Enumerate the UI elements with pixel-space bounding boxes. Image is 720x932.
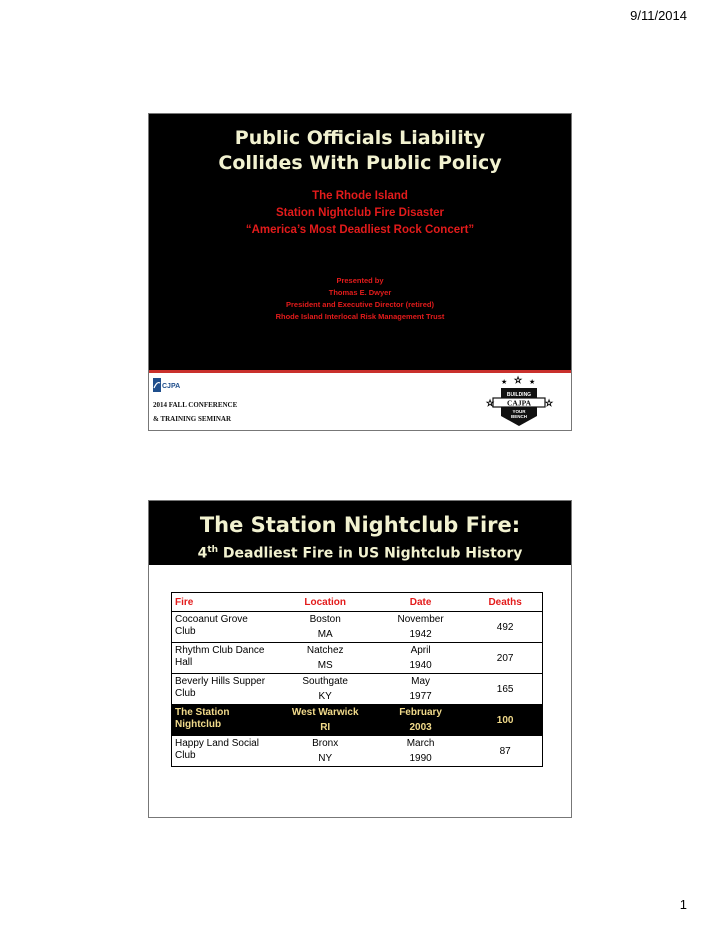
slide-1-title: [149, 126, 571, 176]
cell-fire: Happy Land Social Club: [172, 736, 278, 767]
conference-line-1: 2014 FALL CONFERENCE: [153, 401, 238, 409]
cjpa-logo-icon: [153, 378, 181, 392]
subtitle-rank: 4: [197, 545, 208, 562]
slide-1-subtitle: [149, 188, 571, 239]
conference-label: [153, 398, 237, 426]
cell-deaths: 87: [468, 736, 542, 767]
title-line-1: Public Officials Liability: [234, 127, 486, 149]
cell-deaths: 100: [468, 705, 542, 736]
presented-by: Presented by: [336, 276, 384, 285]
slide-2-header: [149, 501, 571, 565]
svg-text:★: ★: [501, 379, 508, 386]
table-row: [172, 612, 543, 643]
svg-text:CAJPA: CAJPA: [506, 398, 532, 408]
cell-location: West Warwick RI: [278, 705, 373, 736]
cell-fire: Rhythm Club Dance Hall: [172, 643, 278, 674]
table-row: [172, 736, 543, 767]
svg-text:☆: ☆: [486, 398, 495, 408]
table-row: [172, 674, 543, 705]
conference-line-2: & TRAINING SEMINAR: [153, 415, 232, 423]
slide-1-title-area: [149, 114, 571, 370]
red-divider: [149, 370, 571, 373]
presenter-role: President and Executive Director (retired): [286, 300, 434, 309]
slide-2: [148, 500, 572, 818]
svg-text:YOUR: YOUR: [512, 409, 526, 414]
cell-location: Boston MA: [278, 612, 373, 643]
cell-deaths: 165: [468, 674, 542, 705]
table-header-row: [172, 593, 543, 612]
cell-location: Bronx NY: [278, 736, 373, 767]
header-date: Date: [373, 593, 468, 612]
page-date: 9/11/2014: [630, 8, 687, 23]
header-fire: Fire: [172, 593, 278, 612]
subtitle-line-2: Station Nightclub Fire Disaster: [275, 207, 445, 219]
cell-fire: Cocoanut Grove Club: [172, 612, 278, 643]
slide-1: [148, 113, 572, 431]
cell-deaths: 207: [468, 643, 542, 674]
cell-fire: Beverly Hills Supper Club: [172, 674, 278, 705]
cell-fire: The Station Nightclub: [172, 705, 278, 736]
cell-location: Southgate KY: [278, 674, 373, 705]
svg-text:BENCH: BENCH: [510, 414, 528, 419]
page-number: 1: [679, 897, 687, 912]
subtitle-line-3: “America’s Most Deadliest Rock Concert”: [245, 224, 475, 236]
table-row-highlighted: [172, 705, 543, 736]
title-line-2: Collides With Public Policy: [218, 152, 502, 174]
cell-location: Natchez MS: [278, 643, 373, 674]
svg-text:☆: ☆: [514, 375, 523, 385]
svg-text:CJPA: CJPA: [162, 383, 181, 390]
cell-deaths: 492: [468, 612, 542, 643]
presenter-name: Thomas E. Dwyer: [328, 288, 392, 297]
svg-text:BUILDING: BUILDING: [506, 392, 532, 398]
svg-text:★: ★: [529, 379, 536, 386]
cajpa-badge-logo-icon: [479, 376, 559, 428]
cell-date: May 1977: [373, 674, 468, 705]
cell-date: March 1990: [373, 736, 468, 767]
table-row: [172, 643, 543, 674]
subtitle-ordinal: th: [207, 545, 219, 555]
header-location: Location: [278, 593, 373, 612]
cell-date: April 1940: [373, 643, 468, 674]
slide-2-subtitle: [149, 541, 571, 563]
presenter-org: Rhode Island Interlocal Risk Management Trust: [275, 312, 445, 321]
subtitle-line-1: The Rhode Island: [312, 190, 408, 202]
cell-date: February 2003: [373, 705, 468, 736]
cell-date: November 1942: [373, 612, 468, 643]
header-deaths: Deaths: [468, 593, 542, 612]
presenter-block: [149, 275, 571, 323]
deadliest-fires-table: [171, 592, 543, 767]
slide-2-title: The Station Nightclub Fire:: [199, 513, 521, 537]
subtitle-text: Deadliest Fire in US Nightclub History: [218, 545, 523, 562]
svg-text:☆: ☆: [545, 398, 554, 408]
